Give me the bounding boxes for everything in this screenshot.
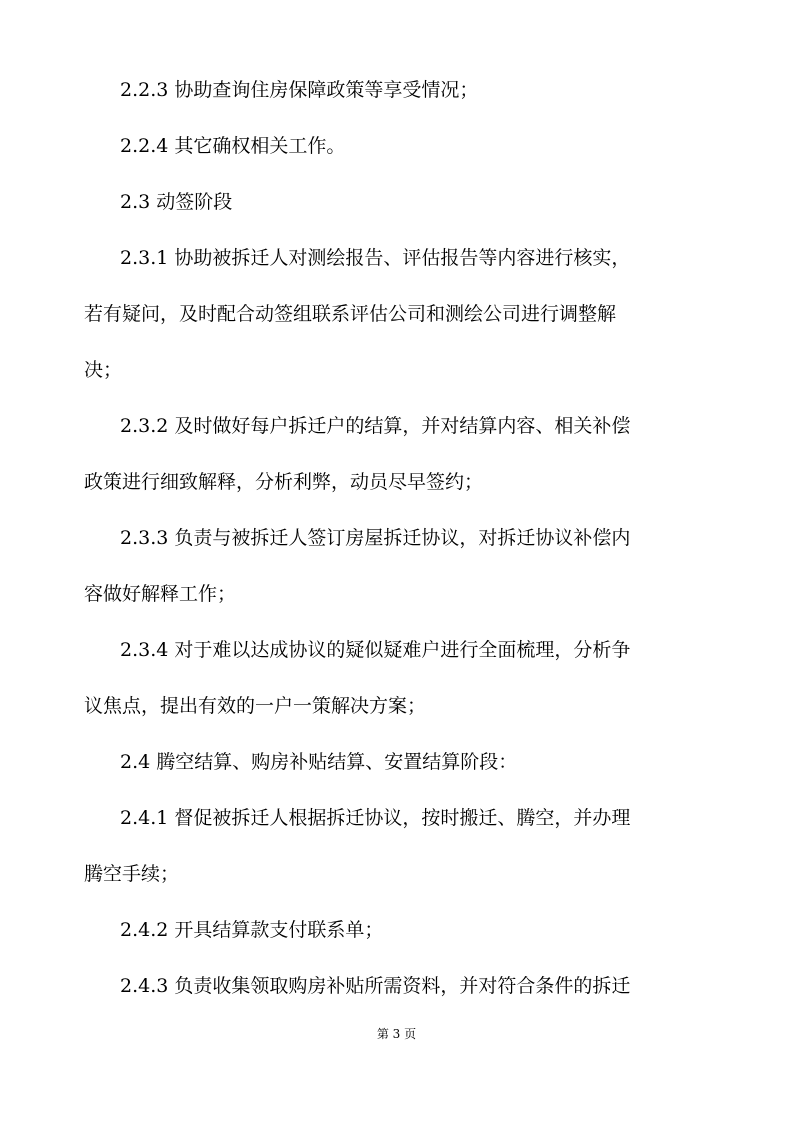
text-line: 2.3.3 负责与被拆迁人签订房屋拆迁协议，对拆迁协议补偿内 [120,527,631,549]
text-line: 腾空手续； [84,863,180,885]
text-line: 2.3.2 及时做好每户拆迁户的结算，并对结算内容、相关补偿 [120,415,631,437]
text-line: 2.2.3 协助查询住房保障政策等享受情况； [120,79,479,101]
page-number: 第 3 页 [376,1027,417,1041]
text-line: 决； [84,359,123,381]
section-heading: 2.3 动签阶段 [120,191,233,213]
text-line: 政策进行细致解释，分析利弊，动员尽早签约； [84,471,484,493]
text-line: 2.3.1 协助被拆迁人对测绘报告、评估报告等内容进行核实， [120,247,631,269]
text-line: 议焦点，提出有效的一户一策解决方案； [84,695,427,717]
text-line: 2.4.3 负责收集领取购房补贴所需资料，并对符合条件的拆迁 [120,975,631,997]
text-line: 2.4.2 开具结算款支付联系单； [120,919,384,941]
text-line: 2.2.4 其它确权相关工作。 [120,135,346,157]
section-heading: 2.4 腾空结算、购房补贴结算、安置结算阶段： [120,751,518,773]
text-line: 2.3.4 对于难以达成协议的疑似疑难户进行全面梳理，分析争 [120,639,631,661]
text-line: 2.4.1 督促被拆迁人根据拆迁协议，按时搬迁、腾空，并办理 [120,807,631,829]
text-line: 若有疑问，及时配合动签组联系评估公司和测绘公司进行调整解 [84,303,617,325]
text-line: 容做好解释工作； [84,583,237,605]
